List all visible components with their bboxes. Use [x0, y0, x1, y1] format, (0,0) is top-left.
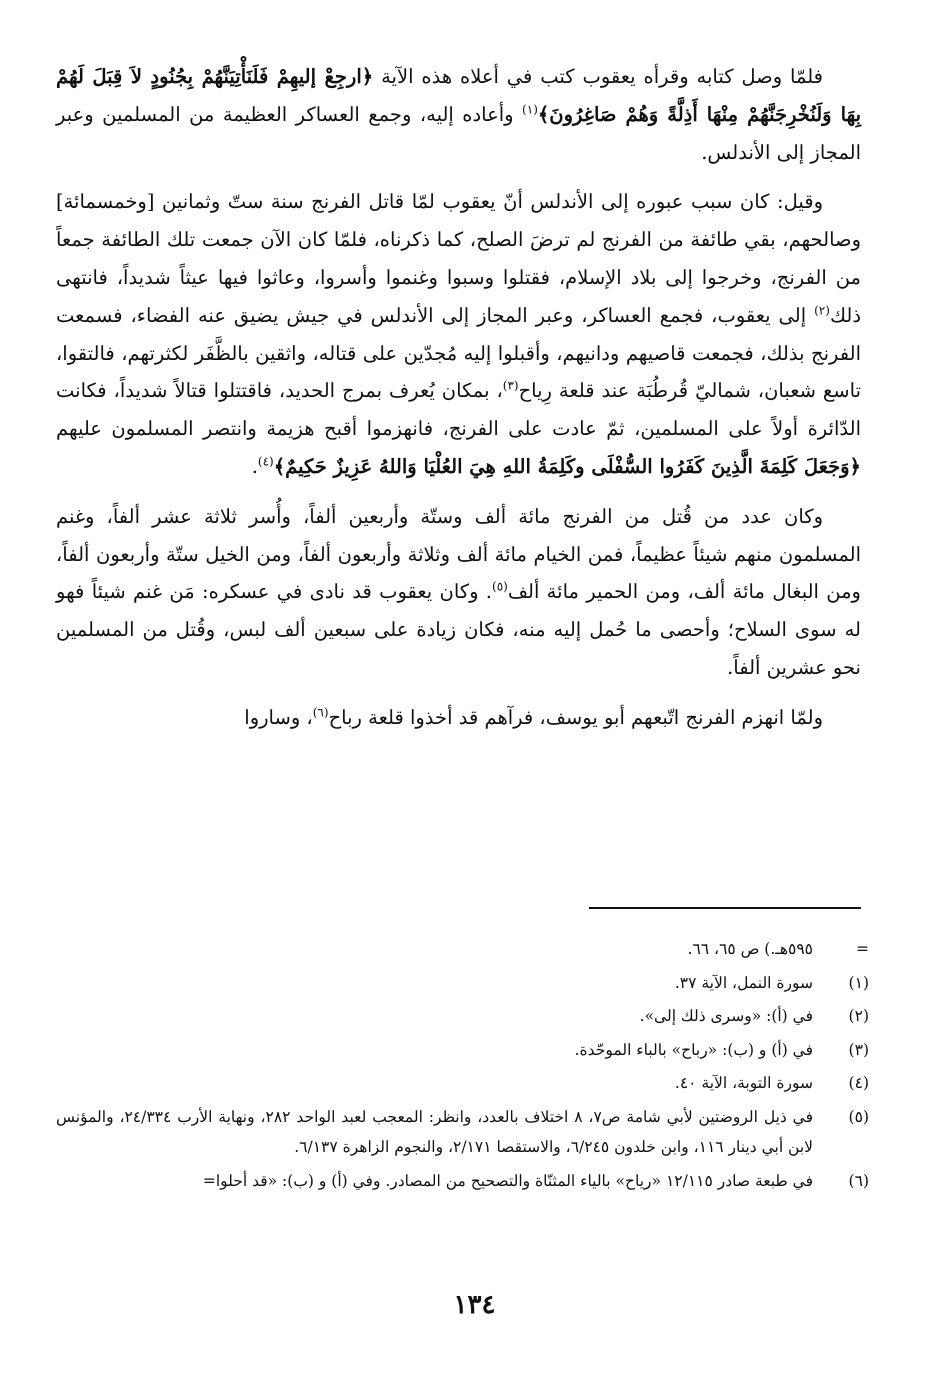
text-run: فلمّا وصل كتابه وقرأه يعقوب كتب في أعلاه هذه الآية — [381, 65, 823, 88]
footnote-text: سورة التوبة، الآية ٤٠. — [674, 1074, 813, 1092]
text-run: وقيل: كان سبب عبوره إلى الأندلس أنّ يعقوب لمّا قاتل الفرنج سنة ستّ وثمانين [وخمسمائة] وصالحهم، بقي طائفة من الفرنج لم ترضَ الصلح، كما ذكرناه، فلمّا كان الآن جمعت تلك الطائفة جمعاً من الفرنج، وخرجوا إلى بلاد الإسلام، فقتلوا وسبوا وغنموا وأسروا، وعاثوا فيها عيثاً شديداً، فانتهى ذلك — [56, 190, 861, 327]
footnote-ref: (٦) — [312, 705, 329, 720]
footnote-text: في (أ): «وسرى ذلك إلى». — [639, 1007, 813, 1025]
quran-verse: ﴿ارجِعْ إليهِمْ فَلَنَأْتِيَنَّهُمْ بِجُنُودٍ لاَ قِبَلَ لَهُمْ بِهَا وَلَنُخْرِجَنَّهُمْ مِنْهَا أَذِلَّةً وَهُمْ صَاغِرُونَ﴾ — [56, 65, 861, 126]
footnote-item — [56, 1035, 869, 1066]
footnote-item — [56, 934, 869, 965]
quran-verse: ﴿وَجَعَلَ كَلِمَةَ الَّذِينَ كَفَرُوا السُّفْلَى وكَلِمَةُ اللهِ هِيَ العُلْيَا وَاللهُ عَزِيزٌ حَكِيمٌ﴾ — [273, 454, 861, 478]
paragraph-1 — [56, 58, 861, 171]
footnote-item — [56, 1001, 869, 1032]
main-text — [56, 58, 861, 749]
footnote-item — [56, 1102, 869, 1163]
footnote-item — [56, 968, 869, 999]
footnote-number: (٦) — [848, 1171, 869, 1190]
page-number: ١٣٤ — [453, 1290, 496, 1320]
footnote-number: (٢) — [848, 1007, 869, 1025]
footnote-item — [56, 1166, 869, 1197]
text-run: ، وساروا — [244, 705, 313, 729]
footnote-number: (٤) — [848, 1074, 869, 1092]
footnote-ref: (٢) — [814, 303, 830, 318]
footnote-text: في (أ) و (ب): «رباح» بالباء الموحّدة. — [574, 1040, 813, 1059]
footnote-text: في طبعة صادر ١٢/١١٥ «رياح» بالياء المثنّاة والتصحيح من المصادر. وفي (أ) و (ب): «قد أحلوا= — [202, 1171, 813, 1190]
footnote-number: (٣) — [848, 1040, 869, 1059]
footnote-ref: (٣) — [502, 378, 519, 393]
footnote-text: ٥٩٥هـ.) ص ٦٥، ٦٦. — [687, 940, 813, 958]
text-run: . وكان يعقوب قد نادى في عسكره: مَن غنم شيئاً فهو له سوى السلاح؛ وأحصى ما حُمل إليه منه، فكان زيادة على سبعين ألف لبس، وقُتل من المسلمين نحو عشرين ألفاً. — [56, 580, 861, 679]
footnote-number: (٥) — [848, 1107, 869, 1126]
footnote-item — [56, 1068, 869, 1099]
text-run: إلى يعقوب، فجمع العساكر، وعبر المجاز إلى الأندلس في جيش يضيق عنه الفضاء، فسمعت الفرنج بذلك، فجمعت قاصيهم ودانيهم، وأقبلوا إليه مُجدّين على قتاله، واثقين بالظَّفَر لكثرتهم، فالتقوا، تاسع شعبان، شماليّ قُرطُبَة عند قلعة رِياح — [56, 303, 862, 403]
text-run: . — [251, 454, 258, 478]
footnote-divider — [589, 907, 861, 909]
footnote-text: في ذيل الروضتين لأبي شامة ص٧، ٨ اختلاف بالعدد، وانظر: المعجب لعبد الواحد ٢٨٢، ونهاية الأرب ٢٤/٣٣٤، والمؤنس لابن أبي دينار ١١٦، وابن خلدون ٦/٢٤٥، والاستقصا ٢/١٧١، والنجوم الزاهرة ٦/١٣٧. — [56, 1107, 813, 1156]
paragraph-2 — [56, 183, 861, 485]
footnote-ref: (٥) — [492, 579, 508, 594]
footnotes — [56, 934, 869, 1199]
text-run: وكان عدد من قُتل من الفرنج مائة ألف وستّة وأربعين ألفاً، وأُسر ثلاثة عشر ألفاً، وغنم المسلمون منهم شيئاً عظيماً، فمن الخيام مائة ألف وثلاثة وأربعون ألفاً، ومن الخيل ستّة وأربعون ألفاً، ومن البغال مائة ألف، ومن الحمير مائة ألف — [56, 504, 861, 604]
text-run: وأعاده إليه، وجمع العساكر العظيمة من المسلمين وعبر المجاز إلى الأندلس. — [56, 102, 861, 164]
text-run: ، بمكان يُعرف بمرج الحديد، فاقتتلوا قتالاً شديداً، فكانت الدّائرة أولاً على المسلمين، ثمّ عادت على الفرنج، فانهزموا أقبح هزيمة وانتصر المسلمون عليهم — [56, 379, 861, 441]
footnote-ref: (٤) — [257, 454, 274, 469]
footnote-text: سورة النمل، الآية ٣٧. — [674, 973, 813, 992]
text-run: ولمّا انهزم الفرنج اتّبعهم أبو يوسف، فرآهم قد أخذوا قلعة رباح — [328, 705, 823, 729]
paragraph-3 — [56, 498, 861, 687]
footnote-number: (١) — [848, 973, 869, 992]
paragraph-4 — [56, 699, 861, 737]
footnote-number: = — [856, 940, 869, 958]
footnote-ref: (١) — [522, 102, 538, 117]
